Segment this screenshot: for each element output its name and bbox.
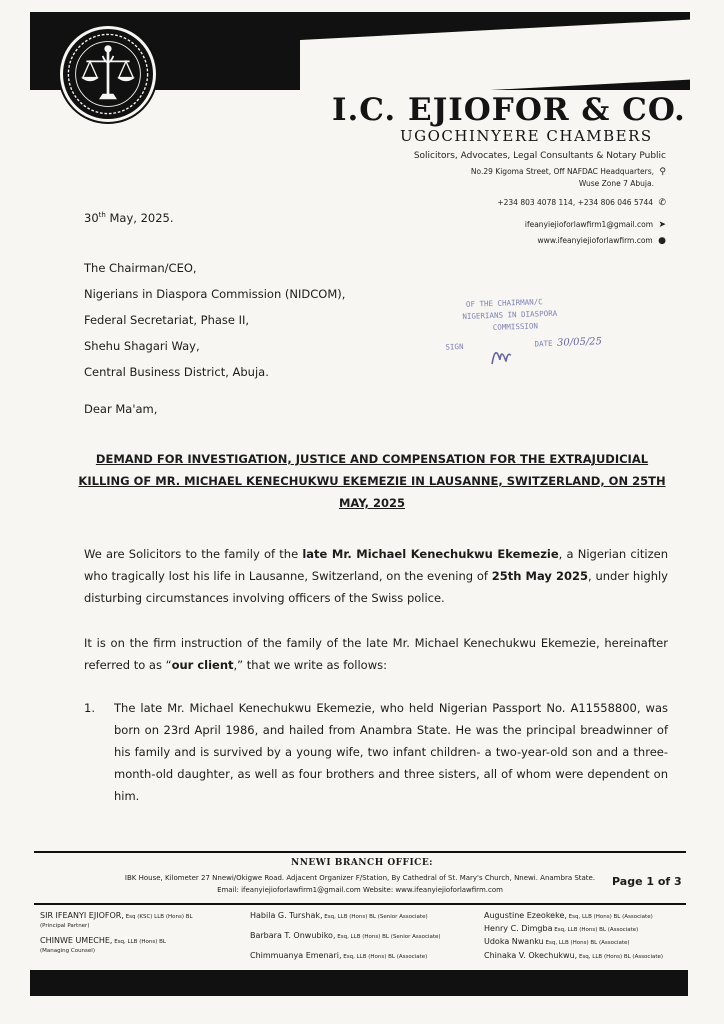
staff-entry: Chinaka V. Okechukwu, Esq, LLB (Hons) BL (Associate)	[484, 951, 664, 960]
page-number: Page 1 of 3	[612, 875, 682, 888]
firm-address-line2: Wuse Zone 7 Abuja.	[578, 179, 654, 188]
list-item	[84, 697, 668, 807]
staff-entry: SIR IFEANYI EJIOFOR, Esq (KSC) LLB (Hons) BL (Principal Partner)	[40, 911, 193, 929]
received-stamp: OF THE CHAIRMAN/C NIGERIANS IN DIASPORA COMMISSION SIGN DATE 30/05/25	[444, 294, 596, 371]
paragraph-instruction: It is on the firm instruction of the family of the late Mr. Michael Kenechukwu Ekemezie, hereinafter referred to as “our client,” that we write as follows:	[84, 636, 668, 672]
globe-icon: ●	[658, 236, 666, 246]
recipient-line: The Chairman/CEO,	[84, 261, 197, 275]
letter-subject: DEMAND FOR INVESTIGATION, JUSTICE AND COMPENSATION FOR THE EXTRAJUDICIAL KILLING OF MR. MICHAEL KENECHUKWU EKEMEZIE IN LAUSANNE, SWITZERLAND, ON 25TH MAY, 2025	[78, 452, 666, 510]
firm-address-line1: No.29 Kigoma Street, Off NAFDAC Headquarters, ⚲	[470, 167, 666, 177]
firm-website[interactable]: www.ifeanyiejioforlawfirm.com ●	[537, 236, 666, 246]
firm-email[interactable]: ifeanyiejioforlawfirm1@gmail.com ➤	[524, 220, 666, 230]
branch-office-title: NNEWI BRANCH OFFICE:	[290, 858, 434, 868]
staff-entry: Habila G. Turshak, Esq, LLB (Hons) BL (Senior Associate)	[250, 911, 428, 920]
staff-entry: CHINWE UMECHE, Esq, LLB (Hons) BL (Managing Counsel)	[40, 936, 166, 954]
recipient-line: Shehu Shagari Way,	[84, 339, 200, 353]
staff-entry: Chimmuanya Emenari, Esq, LLB (Hons) BL (Associate)	[250, 951, 428, 960]
staff-entry: Augustine Ezeokeke, Esq, LLB (Hons) BL (Associate)	[484, 911, 653, 920]
firm-phone: +234 803 4078 114, +234 806 046 5744 ✆	[497, 198, 666, 208]
footer-rule-bottom	[34, 903, 686, 905]
staff-entry: Barbara T. Onwubiko, Esq, LLB (Hons) BL (Senior Associate)	[250, 931, 441, 940]
phone-icon: ✆	[658, 198, 666, 208]
list-text: The late Mr. Michael Kenechukwu Ekemezie, who held Nigerian Passport No. A11558800, was born on 23rd April 1986, and hailed from Anambra State. He was the principal breadwinner of his family and is survived by a young wife, two infant children- a two-year-old son and a three-month-old daughter, as well as four brothers and three sisters, all of whom were dependent on him.	[114, 701, 668, 803]
send-icon: ➤	[658, 220, 666, 230]
branch-office-address: IBK House, Kilometer 27 Nnewi/Okigwe Road. Adjacent Organizer F/Station, By Cathedral of St. Mary's Church, Nnewi. Anambra State. Email: ifeanyiejioforlawfirm1@gmail.com Website: www.ifeanyiejioforlawfirm.com	[124, 874, 596, 894]
staff-entry: Henry C. Dimgba Esq, LLB (Hons) BL (Associate)	[484, 924, 639, 933]
scales-of-justice-logo	[60, 26, 156, 122]
salutation: Dear Ma'am,	[84, 402, 158, 416]
firm-services: Solicitors, Advocates, Legal Consultants & Notary Public	[413, 151, 666, 161]
recipient-line: Federal Secretariat, Phase II,	[84, 313, 250, 327]
recipient-line: Nigerians in Diaspora Commission (NIDCOM),	[84, 287, 346, 301]
paragraph-intro: We are Solicitors to the family of the late Mr. Michael Kenechukwu Ekemezie, a Nigerian citizen who tragically lost his life in Lausanne, Switzerland, on the evening of 25th May 2025, under highly disturbing circumstances involving officers of the Swiss police.	[84, 547, 668, 605]
footer-rule-top	[34, 851, 686, 853]
signature-mark	[487, 341, 514, 368]
letter-date: 30th May, 2025.	[84, 211, 174, 225]
list-number: 1.	[84, 701, 95, 715]
footer-band	[30, 970, 688, 996]
firm-name: I.C. EJIOFOR & CO.	[332, 92, 686, 128]
recipient-address	[84, 255, 345, 385]
recipient-line: Central Business District, Abuja.	[84, 365, 269, 379]
firm-chambers: UGOCHINYERE CHAMBERS	[400, 127, 653, 145]
staff-entry: Udoka Nwanku Esq, LLB (Hons) BL (Associate)	[484, 937, 630, 946]
location-pin-icon: ⚲	[659, 167, 666, 177]
